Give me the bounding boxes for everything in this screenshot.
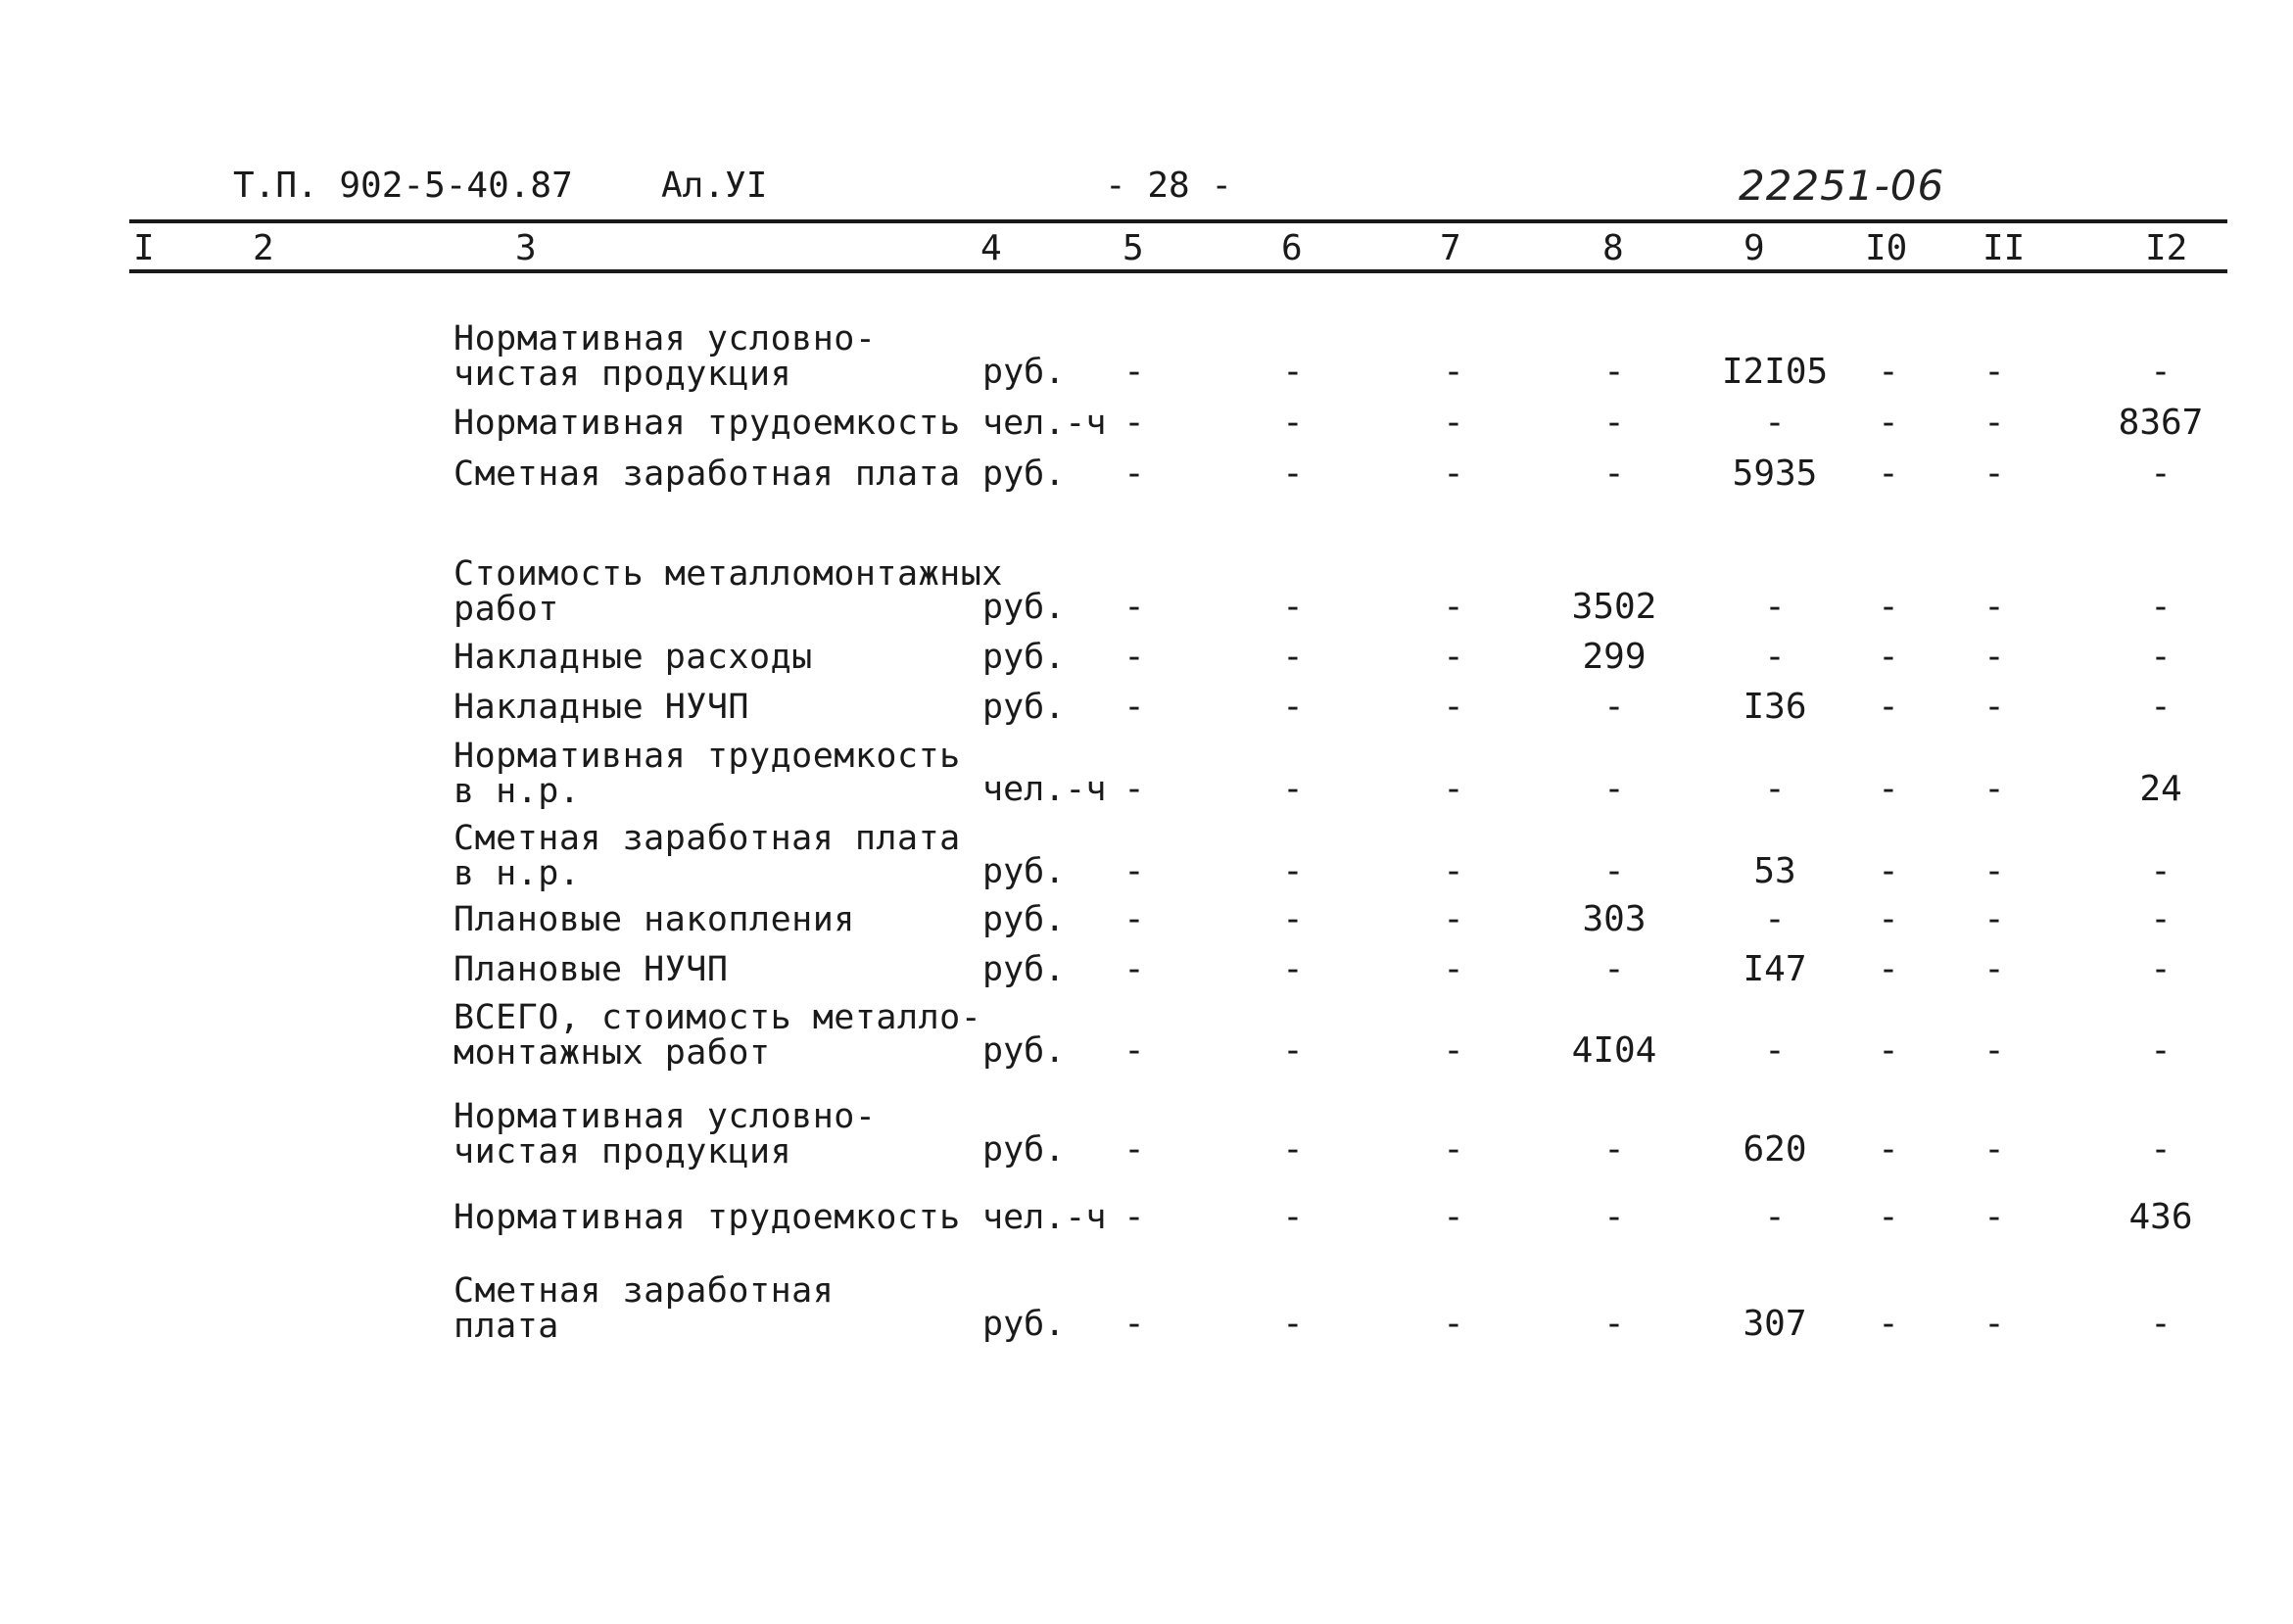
cell-col10: - bbox=[1878, 587, 1899, 627]
cell-col11: - bbox=[1983, 851, 2005, 891]
cell-col12: - bbox=[2150, 587, 2172, 627]
row-unit: руб. bbox=[982, 588, 1066, 627]
row-name: Плановые НУЧП bbox=[454, 950, 729, 989]
cell-col7: - bbox=[1443, 851, 1464, 891]
cell-col10: - bbox=[1878, 403, 1899, 443]
row-name: Нормативная условно- чистая продукция bbox=[454, 1097, 877, 1171]
cell-col6: - bbox=[1282, 899, 1304, 939]
cell-col9: - bbox=[1764, 637, 1786, 677]
cell-col5: - bbox=[1123, 687, 1145, 727]
cell-col8: 3502 bbox=[1571, 587, 1657, 627]
row-name: Накладные расходы bbox=[454, 638, 813, 677]
cell-col7: - bbox=[1443, 1030, 1464, 1071]
cell-col11: - bbox=[1983, 454, 2005, 494]
row-name: Нормативная трудоемкость bbox=[454, 1198, 961, 1237]
row-name: ВСЕГО, стоимость металло- монтажных работ bbox=[454, 998, 982, 1073]
column-number: 6 bbox=[1281, 228, 1303, 268]
cell-col8: - bbox=[1603, 769, 1625, 809]
cell-col6: - bbox=[1282, 1129, 1304, 1170]
cell-col10: - bbox=[1878, 1030, 1899, 1071]
table-row bbox=[0, 1197, 2293, 1278]
cell-col5: - bbox=[1123, 1197, 1145, 1237]
cell-col6: - bbox=[1282, 949, 1304, 989]
cell-col9: 620 bbox=[1743, 1129, 1807, 1170]
cell-col11: - bbox=[1983, 687, 2005, 727]
cell-col12: - bbox=[2150, 851, 2172, 891]
table-row bbox=[0, 456, 2293, 535]
cell-col6: - bbox=[1282, 1304, 1304, 1344]
cell-col9: - bbox=[1764, 899, 1786, 939]
cell-col11: - bbox=[1983, 352, 2005, 392]
cell-col7: - bbox=[1443, 899, 1464, 939]
row-name: Стоимость металломонтажных работ bbox=[454, 554, 1003, 629]
cell-col9: I47 bbox=[1743, 949, 1807, 989]
table-row bbox=[0, 1000, 2293, 1078]
cell-col8: - bbox=[1603, 949, 1625, 989]
row-name: Сметная заработная плата в н.р. bbox=[454, 819, 961, 893]
table-row bbox=[0, 1273, 2293, 1352]
standard-code: Т.П. 902-5-40.87 bbox=[233, 166, 573, 206]
cell-col10: - bbox=[1878, 1304, 1899, 1344]
row-unit: руб. bbox=[982, 1305, 1066, 1344]
cell-col7: - bbox=[1443, 403, 1464, 443]
cell-col12: - bbox=[2150, 454, 2172, 494]
cell-col9: - bbox=[1764, 769, 1786, 809]
cell-col7: - bbox=[1443, 352, 1464, 392]
row-name: Нормативная трудоемкость bbox=[454, 404, 961, 443]
cell-col9: - bbox=[1764, 1197, 1786, 1237]
table-row bbox=[0, 1099, 2293, 1177]
cell-col12: - bbox=[2150, 687, 2172, 727]
cell-col5: - bbox=[1123, 403, 1145, 443]
column-number: II bbox=[1982, 228, 2026, 268]
cell-col5: - bbox=[1123, 769, 1145, 809]
table-top-rule bbox=[129, 219, 2227, 223]
cell-col7: - bbox=[1443, 454, 1464, 494]
cell-col6: - bbox=[1282, 769, 1304, 809]
cell-col10: - bbox=[1878, 899, 1899, 939]
cell-col12: - bbox=[2150, 899, 2172, 939]
cell-col7: - bbox=[1443, 1304, 1464, 1344]
cell-col12: - bbox=[2150, 1304, 2172, 1344]
cell-col10: - bbox=[1878, 637, 1899, 677]
cell-col11: - bbox=[1983, 637, 2005, 677]
row-unit: чел.-ч bbox=[982, 404, 1107, 443]
row-unit: руб. bbox=[982, 454, 1066, 494]
cell-col8: - bbox=[1603, 1129, 1625, 1170]
cell-col10: - bbox=[1878, 949, 1899, 989]
column-number: I0 bbox=[1865, 228, 1908, 268]
cell-col9: 307 bbox=[1743, 1304, 1807, 1344]
cell-col5: - bbox=[1123, 899, 1145, 939]
cell-col11: - bbox=[1983, 1030, 2005, 1071]
row-unit: руб. bbox=[982, 688, 1066, 727]
cell-col10: - bbox=[1878, 454, 1899, 494]
cell-col7: - bbox=[1443, 587, 1464, 627]
column-number: 3 bbox=[515, 228, 537, 268]
cell-col8: 299 bbox=[1582, 637, 1647, 677]
cell-col5: - bbox=[1123, 851, 1145, 891]
page-number: - 28 - bbox=[1105, 166, 1233, 206]
cell-col11: - bbox=[1983, 769, 2005, 809]
row-name: Плановые накопления bbox=[454, 900, 855, 939]
cell-col10: - bbox=[1878, 769, 1899, 809]
cell-col10: - bbox=[1878, 1129, 1899, 1170]
cell-col12: 436 bbox=[2128, 1197, 2193, 1237]
cell-col12: 24 bbox=[2139, 769, 2182, 809]
cell-col8: - bbox=[1603, 687, 1625, 727]
cell-col6: - bbox=[1282, 1197, 1304, 1237]
row-unit: руб. bbox=[982, 1031, 1066, 1071]
cell-col5: - bbox=[1123, 454, 1145, 494]
table-row bbox=[0, 739, 2293, 817]
cell-col8: 303 bbox=[1582, 899, 1647, 939]
column-number: 7 bbox=[1440, 228, 1461, 268]
row-name: Накладные НУЧП bbox=[454, 688, 750, 727]
cell-col11: - bbox=[1983, 899, 2005, 939]
cell-col12: - bbox=[2150, 949, 2172, 989]
table-row bbox=[0, 821, 2293, 899]
cell-col6: - bbox=[1282, 352, 1304, 392]
cell-col8: - bbox=[1603, 403, 1625, 443]
cell-col8: - bbox=[1603, 851, 1625, 891]
cell-col8: - bbox=[1603, 352, 1625, 392]
table-row bbox=[0, 321, 2293, 400]
cell-col11: - bbox=[1983, 1304, 2005, 1344]
cell-col5: - bbox=[1123, 587, 1145, 627]
cell-col10: - bbox=[1878, 352, 1899, 392]
cell-col9: - bbox=[1764, 403, 1786, 443]
row-name: Сметная заработная плата bbox=[454, 454, 961, 494]
cell-col10: - bbox=[1878, 851, 1899, 891]
row-name: Нормативная трудоемкость в н.р. bbox=[454, 737, 961, 811]
cell-col6: - bbox=[1282, 1030, 1304, 1071]
column-number: I bbox=[133, 228, 155, 268]
row-unit: руб. bbox=[982, 950, 1066, 989]
cell-col9: - bbox=[1764, 587, 1786, 627]
cell-col6: - bbox=[1282, 587, 1304, 627]
row-unit: чел.-ч bbox=[982, 770, 1107, 809]
cell-col7: - bbox=[1443, 949, 1464, 989]
cell-col11: - bbox=[1983, 587, 2005, 627]
cell-col9: I36 bbox=[1743, 687, 1807, 727]
cell-col7: - bbox=[1443, 1197, 1464, 1237]
cell-col7: - bbox=[1443, 637, 1464, 677]
column-number: 5 bbox=[1123, 228, 1144, 268]
cell-col9: - bbox=[1764, 1030, 1786, 1071]
row-unit: руб. bbox=[982, 638, 1066, 677]
cell-col5: - bbox=[1123, 637, 1145, 677]
cell-col10: - bbox=[1878, 1197, 1899, 1237]
row-unit: руб. bbox=[982, 353, 1066, 392]
cell-col9: 5935 bbox=[1732, 454, 1818, 494]
cell-col12: - bbox=[2150, 1129, 2172, 1170]
cell-col12: - bbox=[2150, 1030, 2172, 1071]
cell-col11: - bbox=[1983, 1129, 2005, 1170]
cell-col6: - bbox=[1282, 637, 1304, 677]
cell-col5: - bbox=[1123, 1304, 1145, 1344]
cell-col11: - bbox=[1983, 403, 2005, 443]
column-number: 8 bbox=[1602, 228, 1624, 268]
cell-col7: - bbox=[1443, 1129, 1464, 1170]
row-name: Нормативная условно- чистая продукция bbox=[454, 319, 877, 394]
cell-col8: - bbox=[1603, 454, 1625, 494]
cell-col6: - bbox=[1282, 687, 1304, 727]
cell-col6: - bbox=[1282, 403, 1304, 443]
document-number: 22251-06 bbox=[1739, 162, 1945, 210]
column-number: 2 bbox=[253, 228, 274, 268]
column-number: I2 bbox=[2145, 228, 2188, 268]
column-number: 9 bbox=[1744, 228, 1765, 268]
cell-col8: - bbox=[1603, 1197, 1625, 1237]
cell-col11: - bbox=[1983, 1197, 2005, 1237]
table-header-rule bbox=[129, 269, 2227, 273]
cell-col7: - bbox=[1443, 769, 1464, 809]
row-unit: руб. bbox=[982, 900, 1066, 939]
table-row bbox=[0, 556, 2293, 635]
cell-col5: - bbox=[1123, 949, 1145, 989]
cell-col7: - bbox=[1443, 687, 1464, 727]
cell-col8: 4I04 bbox=[1571, 1030, 1657, 1071]
cell-col12: - bbox=[2150, 637, 2172, 677]
cell-col5: - bbox=[1123, 352, 1145, 392]
cell-col5: - bbox=[1123, 1030, 1145, 1071]
cell-col9: I2I05 bbox=[1721, 352, 1829, 392]
cell-col12: - bbox=[2150, 352, 2172, 392]
row-unit: чел.-ч bbox=[982, 1198, 1107, 1237]
cell-col9: 53 bbox=[1753, 851, 1796, 891]
cell-col10: - bbox=[1878, 687, 1899, 727]
row-name: Сметная заработная плата bbox=[454, 1271, 835, 1346]
cell-col8: - bbox=[1603, 1304, 1625, 1344]
cell-col6: - bbox=[1282, 851, 1304, 891]
row-unit: руб. bbox=[982, 852, 1066, 891]
column-number: 4 bbox=[980, 228, 1002, 268]
cell-col6: - bbox=[1282, 454, 1304, 494]
album-number: Ал.УI bbox=[661, 166, 768, 206]
row-unit: руб. bbox=[982, 1130, 1066, 1170]
cell-col11: - bbox=[1983, 949, 2005, 989]
cell-col5: - bbox=[1123, 1129, 1145, 1170]
cell-col12: 8367 bbox=[2118, 403, 2204, 443]
